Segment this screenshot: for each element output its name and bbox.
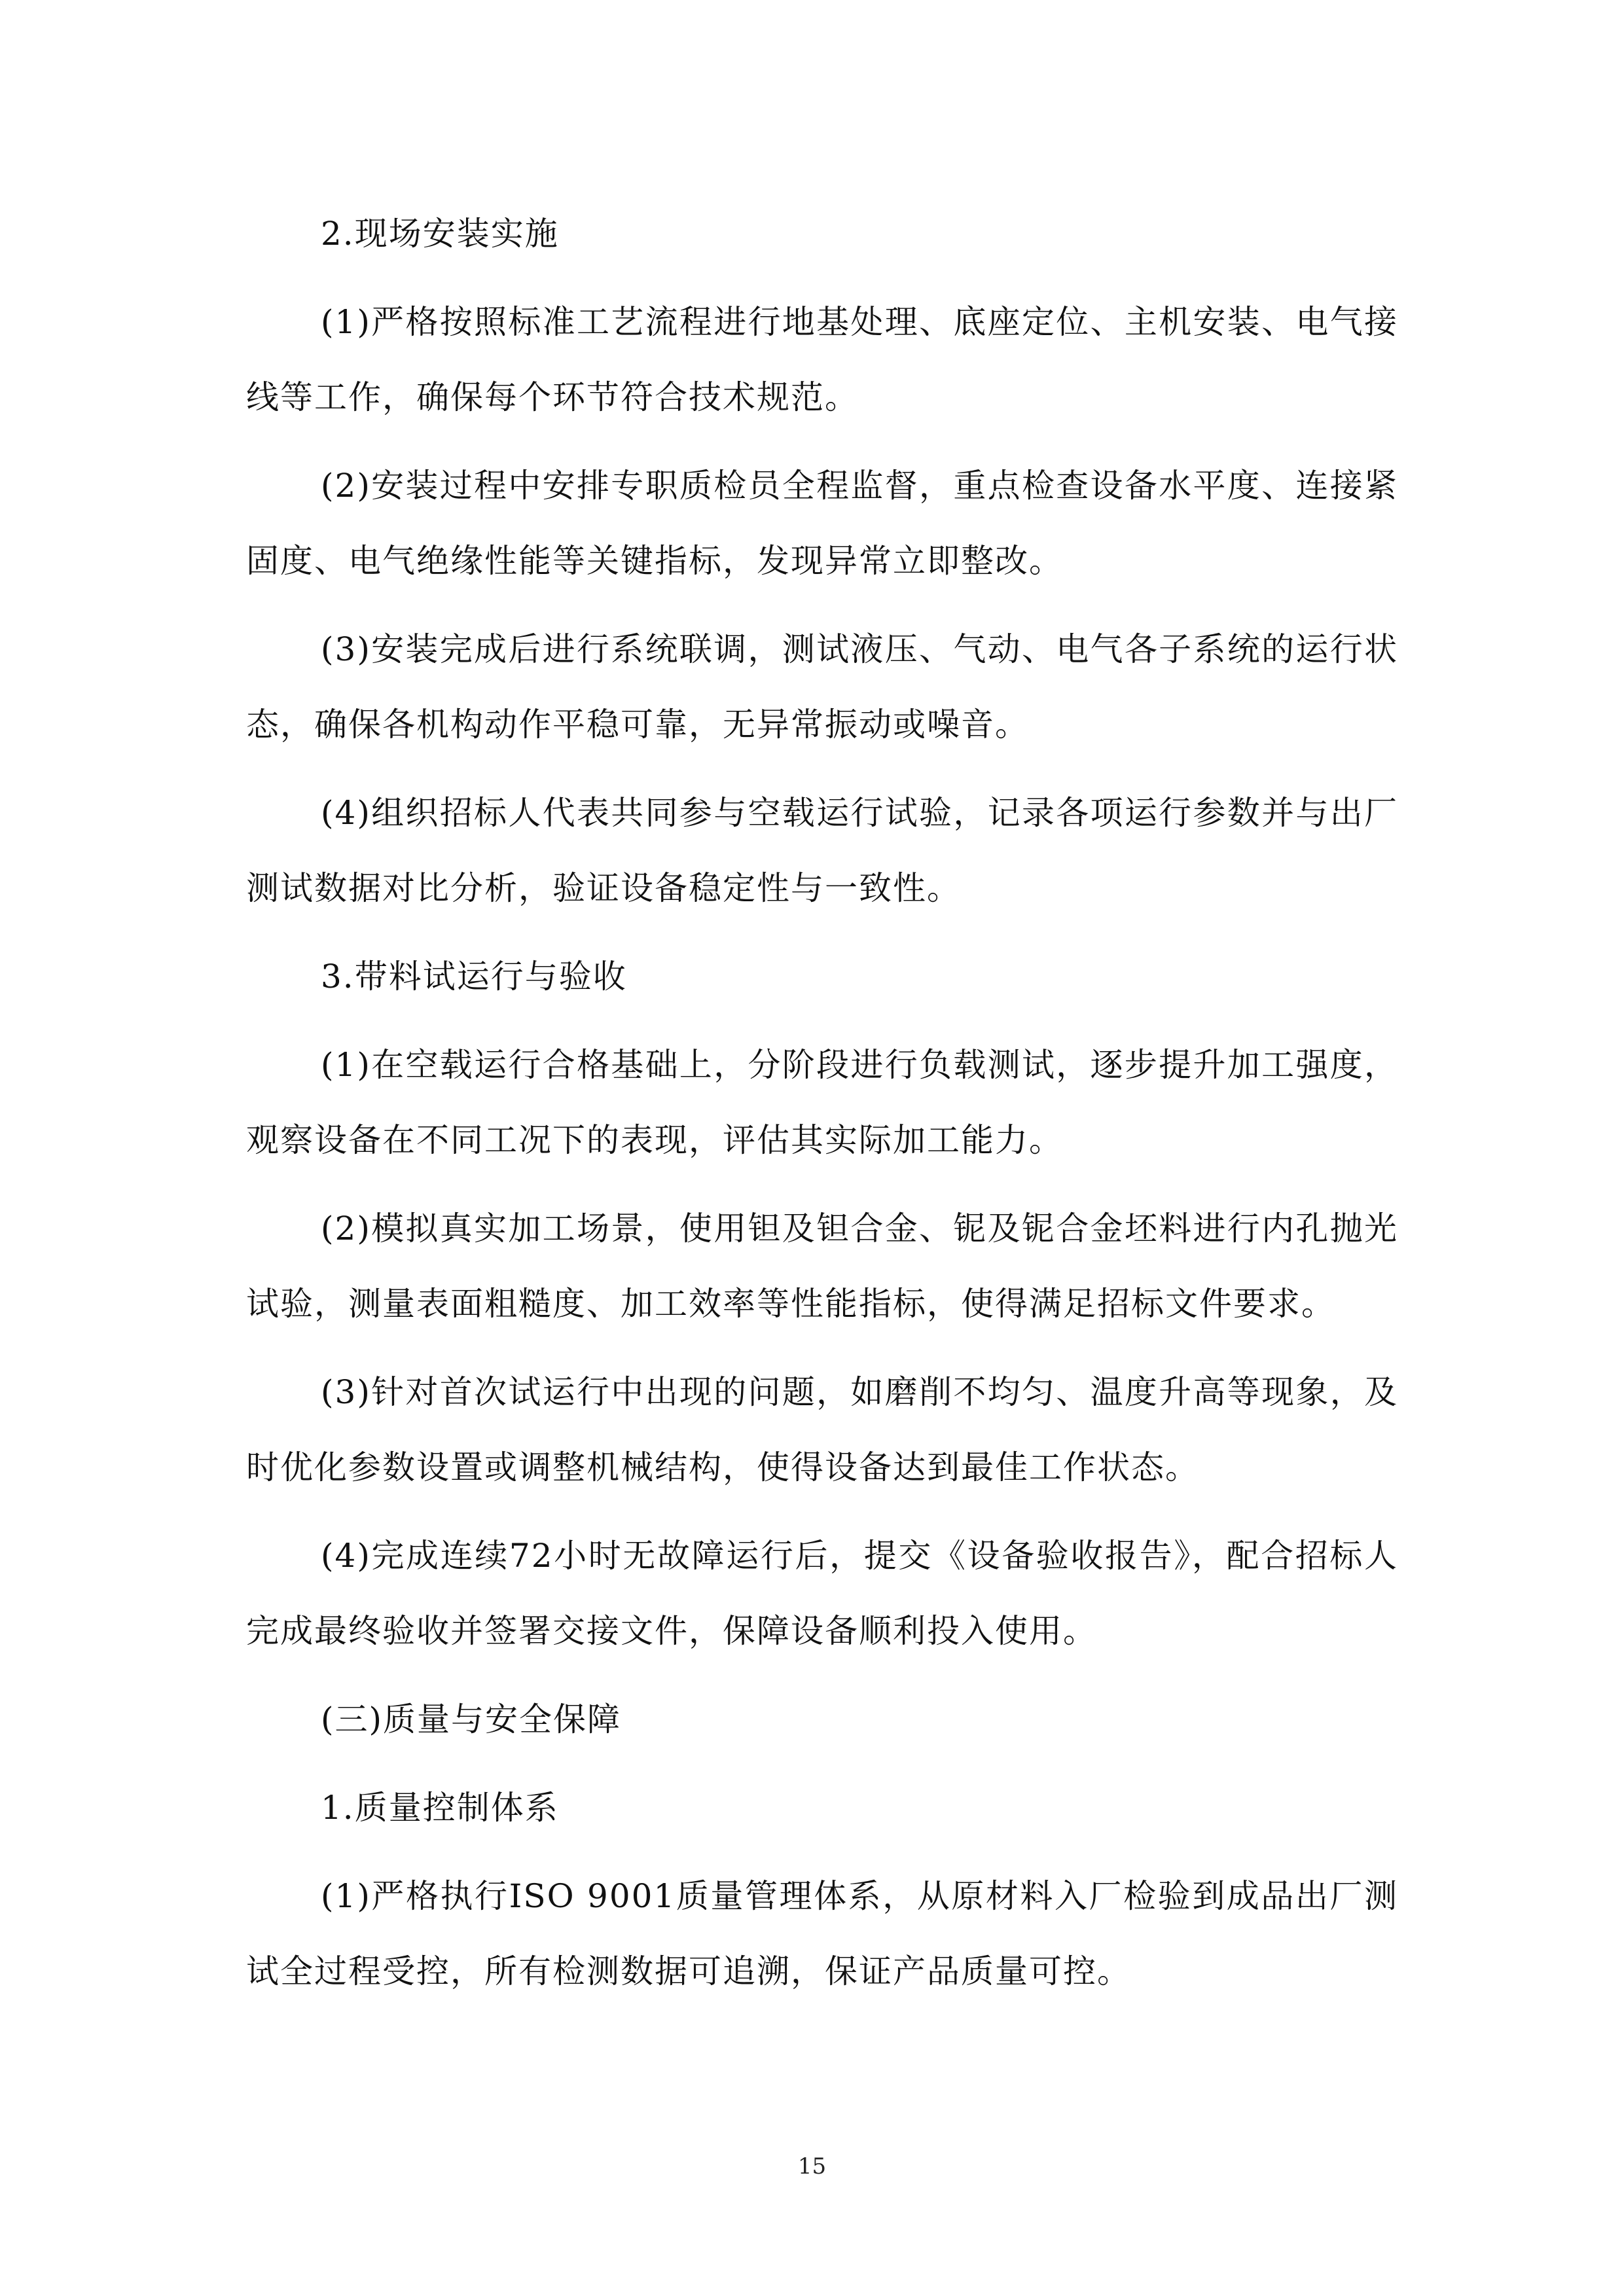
paragraph-trial-4: (4)完成连续72小时无故障运行后，提交《设备验收报告》，配合招标人完成最终验收并签署交接文件，保障设备顺利投入使用。 — [246, 1537, 1398, 1650]
paragraph-install-1: (1)严格按照标准工艺流程进行地基处理、底座定位、主机安装、电气接线等工作，确保每个环节符合技术规范。 — [246, 303, 1398, 416]
heading-quality-safety: (三)质量与安全保障 — [321, 1700, 622, 1738]
heading-trial-run: 3.带料试运行与验收 — [321, 958, 627, 996]
paragraph-trial-1: (1)在空载运行合格基础上，分阶段进行负载测试，逐步提升加工强度，观察设备在不同工况下的表现，评估其实际加工能力。 — [246, 1046, 1398, 1159]
paragraph-trial-2: (2)模拟真实加工场景，使用钽及钽合金、铌及铌合金坯料进行内孔抛光试验，测量表面粗糙度、加工效率等性能指标，使得满足招标文件要求。 — [246, 1210, 1398, 1323]
paragraph-install-4: (4)组织招标人代表共同参与空载运行试验，记录各项运行参数并与出厂测试数据对比分析，验证设备稳定性与一致性。 — [246, 794, 1398, 907]
paragraph-trial-3: (3)针对首次试运行中出现的问题，如磨削不均匀、温度升高等现象，及时优化参数设置或调整机械结构，使得设备达到最佳工作状态。 — [246, 1373, 1398, 1486]
heading-quality-control: 1.质量控制体系 — [321, 1789, 559, 1827]
heading-site-installation: 2.现场安装实施 — [321, 215, 559, 253]
document-body — [246, 196, 1398, 2022]
paragraph-install-2: (2)安装过程中安排专职质检员全程监督，重点检查设备水平度、连接紧固度、电气绝缘性能等关键指标，发现异常立即整改。 — [246, 467, 1398, 580]
page-number: 15 — [797, 2153, 827, 2179]
paragraph-install-3: (3)安装完成后进行系统联调，测试液压、气动、电气各子系统的运行状态，确保各机构动作平稳可靠，无异常振动或噪音。 — [246, 630, 1398, 744]
paragraph-quality-1: (1)严格执行ISO 9001质量管理体系，从原材料入厂检验到成品出厂测试全过程受控，所有检测数据可追溯，保证产品质量可控。 — [246, 1877, 1398, 1990]
